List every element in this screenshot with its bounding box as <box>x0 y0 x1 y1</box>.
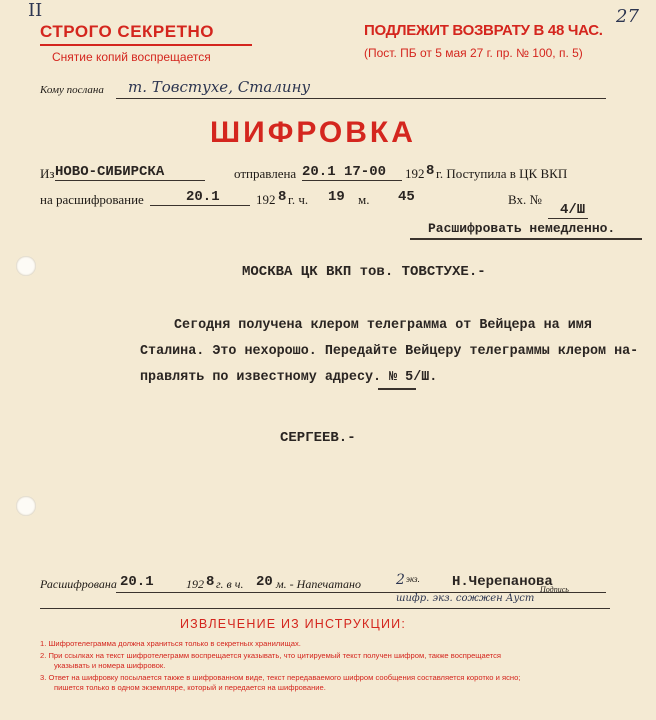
footer-hour: 20 <box>256 574 273 590</box>
punch-hole-bottom <box>16 496 36 516</box>
decode-date: 20.1 <box>186 189 220 205</box>
footer-year-digit: 8 <box>206 574 215 590</box>
decode-hour-label: г. ч. <box>288 192 309 207</box>
incoming-number: 4/Ш <box>560 202 586 218</box>
decode-date-line <box>150 205 250 206</box>
printer-name: Н.Черепанова <box>452 574 553 590</box>
sent-label: отправлена <box>234 166 297 181</box>
no-copies-notice: Снятие копий воспрещается <box>52 50 211 64</box>
message-line-3: правлять по известному адресу. № 5/Ш. <box>140 370 438 385</box>
decode-year-digit: 8 <box>278 189 287 205</box>
reference-underline <box>378 388 416 390</box>
sent-year-prefix: 192 <box>405 166 425 181</box>
instruction-1: 1. Шифротелеграмма должна храниться только в секретных хранилищах. <box>40 639 301 648</box>
decode-minute-label: м. <box>358 192 370 207</box>
secret-stamp: СТРОГО СЕКРЕТНО <box>40 22 214 41</box>
decrypted-label: Расшифрована <box>40 577 117 591</box>
decode-label: на расшифрование <box>40 192 144 207</box>
incoming-line <box>548 218 588 219</box>
decode-year-prefix: 192 <box>256 192 276 207</box>
sent-to-label: Кому послана <box>40 84 104 96</box>
return-notice: ПОДЛЕЖИТ ВОЗВРАТУ В 48 ЧАС. <box>364 22 603 39</box>
from-city: НОВО-СИБИРСКА <box>55 164 165 180</box>
printed-count: 2 <box>396 572 405 588</box>
sender-signature: СЕРГЕЕВ.- <box>280 430 356 446</box>
from-line <box>55 180 205 181</box>
decrypted-date: 20.1 <box>120 574 154 590</box>
incoming-number-label: Вх. № <box>508 192 542 207</box>
footer-hour-label: г. в ч. <box>216 577 244 591</box>
burned-note: шифр. экз. сожжен Ауст <box>396 593 535 604</box>
message-line-2: Сталина. Это нехорошо. Передайте Вейцеру телеграммы клером на- <box>140 344 639 359</box>
instruction-3b: пишется только в одном экземпляре, который и передается на шифрование. <box>54 683 326 692</box>
decode-hour: 19 <box>328 189 345 205</box>
message-line-1: Сегодня получена клером телеграмма от Вейцера на имя <box>174 318 592 333</box>
instruction-2a: 2. При ссылках на текст шифротелеграмм воспрещается указывать, что цитируемый текст получен шифром, также воспрещается <box>40 651 502 660</box>
instruction-3a: 3. Ответ на шифровку посылается также в шифрованном виде, текст передаваемого шифром сообщения составляется коротко и ясно; <box>40 673 521 682</box>
decree-reference: (Пост. ПБ от 5 мая 27 г. пр. № 100, п. 5) <box>364 46 583 60</box>
signature-label: Подпись <box>540 585 569 594</box>
page-number: 27 <box>616 6 639 27</box>
roman-numeral-mark: II <box>28 0 43 21</box>
received-label: г. Поступила в ЦК ВКП <box>436 166 568 181</box>
urgent-notice: Расшифровать немедленно. <box>428 221 616 236</box>
sent-to-value: т. Товстухе, Сталину <box>128 78 311 96</box>
addressee: МОСКВА ЦК ВКП тов. ТОВСТУХЕ.- <box>242 264 486 280</box>
copies-label: экз. <box>406 574 420 584</box>
secret-underline <box>40 44 252 46</box>
sent-datetime: 20.1 17-00 <box>302 164 387 180</box>
sent-to-line <box>116 98 606 99</box>
footer-year-prefix: 192 <box>186 577 204 591</box>
instruction-2b: указывать и номера шифровок. <box>54 661 166 670</box>
punch-hole-top <box>16 256 36 276</box>
decode-minute: 45 <box>398 189 415 205</box>
sent-line <box>302 180 402 181</box>
urgent-line <box>410 238 642 240</box>
footer-separator <box>40 608 610 609</box>
printed-label: м. - Напечатано <box>276 577 361 591</box>
page-title: ШИФРОВКА <box>210 116 416 149</box>
from-label: Из <box>40 166 55 181</box>
sent-year-digit: 8 <box>426 163 435 179</box>
instructions-title: ИЗВЛЕЧЕНИЕ ИЗ ИНСТРУКЦИИ: <box>180 617 407 631</box>
